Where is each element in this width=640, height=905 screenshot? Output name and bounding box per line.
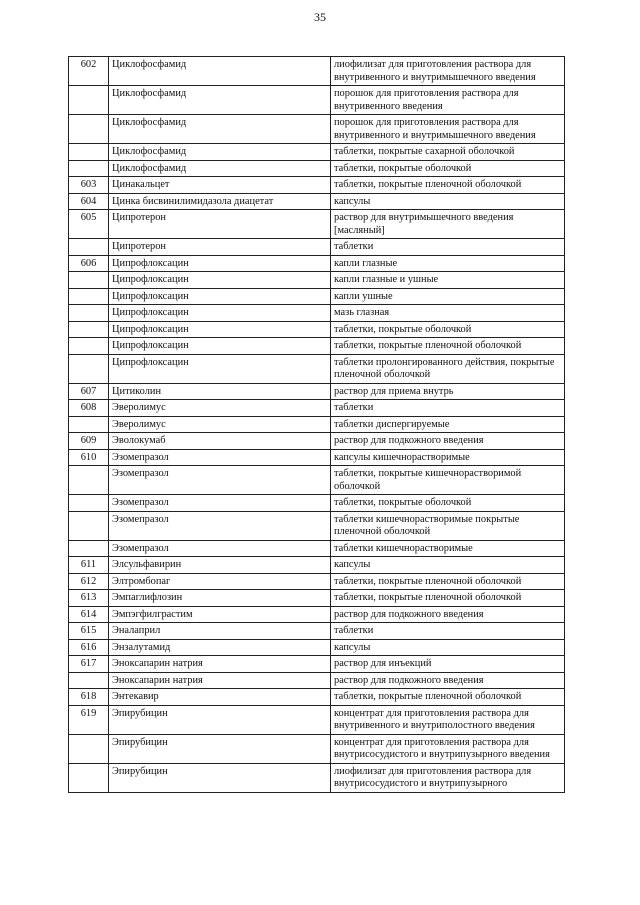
drug-name-cell: Ципрофлоксацин [109, 288, 331, 305]
dosage-form-cell: таблетки [331, 623, 565, 640]
row-number-cell [69, 354, 109, 383]
table-row [69, 639, 565, 656]
dosage-form-cell: порошок для приготовления раствора для внутривенного введения [331, 86, 565, 115]
drug-table [68, 56, 565, 793]
table-row [69, 400, 565, 417]
table-row [69, 383, 565, 400]
dosage-form-cell: капсулы [331, 193, 565, 210]
dosage-form-cell: лиофилизат для приготовления раствора для внутрисосудистого и внутрипузырного [331, 763, 565, 792]
drug-name-cell: Эзомепразол [109, 495, 331, 512]
row-number-cell: 611 [69, 557, 109, 574]
drug-name-cell: Эзомепразол [109, 466, 331, 495]
dosage-form-cell: таблетки пролонгированного действия, покрытые пленочной оболочкой [331, 354, 565, 383]
dosage-form-cell: таблетки, покрытые пленочной оболочкой [331, 177, 565, 194]
dosage-form-cell: таблетки, покрытые оболочкой [331, 495, 565, 512]
dosage-form-cell: таблетки, покрытые пленочной оболочкой [331, 338, 565, 355]
dosage-form-cell: таблетки, покрытые пленочной оболочкой [331, 573, 565, 590]
dosage-form-cell: таблетки [331, 400, 565, 417]
dosage-form-cell: капли глазные и ушные [331, 272, 565, 289]
drug-name-cell: Эзомепразол [109, 511, 331, 540]
drug-name-cell: Эпирубицин [109, 705, 331, 734]
row-number-cell: 617 [69, 656, 109, 673]
row-number-cell [69, 540, 109, 557]
row-number-cell [69, 239, 109, 256]
table-row [69, 321, 565, 338]
table-row [69, 623, 565, 640]
drug-name-cell: Элтромбопаг [109, 573, 331, 590]
table-row [69, 590, 565, 607]
row-number-cell [69, 495, 109, 512]
drug-name-cell: Эмпаглифлозин [109, 590, 331, 607]
dosage-form-cell: капсулы [331, 557, 565, 574]
table-row [69, 193, 565, 210]
row-number-cell [69, 305, 109, 322]
dosage-form-cell: капли ушные [331, 288, 565, 305]
drug-name-cell: Эмпэгфилграстим [109, 606, 331, 623]
row-number-cell: 614 [69, 606, 109, 623]
drug-name-cell: Циклофосфамид [109, 160, 331, 177]
row-number-cell: 608 [69, 400, 109, 417]
row-number-cell [69, 416, 109, 433]
table-row [69, 466, 565, 495]
row-number-cell: 609 [69, 433, 109, 450]
table-row [69, 272, 565, 289]
table-row [69, 57, 565, 86]
drug-name-cell: Эверолимус [109, 416, 331, 433]
dosage-form-cell: концентрат для приготовления раствора для внутривенного и внутриполостного введения [331, 705, 565, 734]
row-number-cell [69, 321, 109, 338]
dosage-form-cell: порошок для приготовления раствора для внутривенного и внутримышечного введения [331, 115, 565, 144]
table-row [69, 734, 565, 763]
dosage-form-cell: раствор для подкожного введения [331, 606, 565, 623]
table-row [69, 354, 565, 383]
row-number-cell: 602 [69, 57, 109, 86]
row-number-cell: 604 [69, 193, 109, 210]
row-number-cell: 612 [69, 573, 109, 590]
row-number-cell: 605 [69, 210, 109, 239]
drug-name-cell: Ципрофлоксацин [109, 255, 331, 272]
row-number-cell [69, 466, 109, 495]
row-number-cell [69, 86, 109, 115]
table-row [69, 672, 565, 689]
dosage-form-cell: капсулы [331, 639, 565, 656]
dosage-form-cell: концентрат для приготовления раствора для внутрисосудистого и внутрипузырного введения [331, 734, 565, 763]
dosage-form-cell: таблетки кишечнорастворимые покрытые пленочной оболочкой [331, 511, 565, 540]
row-number-cell [69, 288, 109, 305]
row-number-cell [69, 763, 109, 792]
dosage-form-cell: таблетки, покрытые кишечнорастворимой оболочкой [331, 466, 565, 495]
table-row [69, 433, 565, 450]
drug-name-cell: Ципротерон [109, 210, 331, 239]
dosage-form-cell: таблетки, покрытые оболочкой [331, 160, 565, 177]
table-row [69, 689, 565, 706]
dosage-form-cell: раствор для подкожного введения [331, 672, 565, 689]
table-row [69, 540, 565, 557]
table-row [69, 210, 565, 239]
drug-name-cell: Эноксапарин натрия [109, 656, 331, 673]
table-row [69, 573, 565, 590]
dosage-form-cell: капли глазные [331, 255, 565, 272]
dosage-form-cell: таблетки кишечнорастворимые [331, 540, 565, 557]
row-number-cell [69, 734, 109, 763]
row-number-cell: 613 [69, 590, 109, 607]
row-number-cell [69, 511, 109, 540]
drug-name-cell: Эволокумаб [109, 433, 331, 450]
drug-name-cell: Энзалутамид [109, 639, 331, 656]
table-row [69, 288, 565, 305]
table-row [69, 557, 565, 574]
table-row [69, 705, 565, 734]
table-row [69, 449, 565, 466]
dosage-form-cell: таблетки, покрытые пленочной оболочкой [331, 590, 565, 607]
table-row [69, 656, 565, 673]
drug-name-cell: Эверолимус [109, 400, 331, 417]
row-number-cell [69, 115, 109, 144]
table-row [69, 763, 565, 792]
drug-name-cell: Цитиколин [109, 383, 331, 400]
table-row [69, 495, 565, 512]
drug-name-cell: Цинакальцет [109, 177, 331, 194]
row-number-cell [69, 272, 109, 289]
table-row [69, 416, 565, 433]
drug-name-cell: Ципротерон [109, 239, 331, 256]
dosage-form-cell: раствор для подкожного введения [331, 433, 565, 450]
row-number-cell: 616 [69, 639, 109, 656]
row-number-cell [69, 672, 109, 689]
row-number-cell: 607 [69, 383, 109, 400]
row-number-cell: 615 [69, 623, 109, 640]
drug-name-cell: Циклофосфамид [109, 57, 331, 86]
drug-name-cell: Циклофосфамид [109, 115, 331, 144]
drug-name-cell: Эпирубицин [109, 763, 331, 792]
row-number-cell: 618 [69, 689, 109, 706]
table-row [69, 305, 565, 322]
row-number-cell [69, 338, 109, 355]
table-body [69, 57, 565, 793]
dosage-form-cell: лиофилизат для приготовления раствора для внутривенного и внутримышечного введения [331, 57, 565, 86]
table-row [69, 160, 565, 177]
drug-name-cell: Циклофосфамид [109, 86, 331, 115]
drug-name-cell: Ципрофлоксацин [109, 321, 331, 338]
dosage-form-cell: таблетки [331, 239, 565, 256]
row-number-cell [69, 160, 109, 177]
drug-name-cell: Ципрофлоксацин [109, 354, 331, 383]
drug-name-cell: Эноксапарин натрия [109, 672, 331, 689]
drug-name-cell: Энтекавир [109, 689, 331, 706]
dosage-form-cell: таблетки диспергируемые [331, 416, 565, 433]
dosage-form-cell: таблетки, покрытые пленочной оболочкой [331, 689, 565, 706]
drug-name-cell: Элсульфавирин [109, 557, 331, 574]
table-row [69, 511, 565, 540]
drug-name-cell: Эналаприл [109, 623, 331, 640]
drug-name-cell: Эпирубицин [109, 734, 331, 763]
dosage-form-cell: мазь глазная [331, 305, 565, 322]
row-number-cell: 603 [69, 177, 109, 194]
row-number-cell: 606 [69, 255, 109, 272]
drug-name-cell: Эзомепразол [109, 449, 331, 466]
row-number-cell [69, 144, 109, 161]
drug-name-cell: Ципрофлоксацин [109, 305, 331, 322]
page-number: 35 [314, 10, 326, 24]
table-row [69, 115, 565, 144]
drug-name-cell: Ципрофлоксацин [109, 272, 331, 289]
drug-name-cell: Ципрофлоксацин [109, 338, 331, 355]
table-row [69, 177, 565, 194]
row-number-cell: 619 [69, 705, 109, 734]
drug-name-cell: Цинка бисвинилимидазола диацетат [109, 193, 331, 210]
dosage-form-cell: раствор для инъекций [331, 656, 565, 673]
dosage-form-cell: раствор для внутримышечного введения [масляный] [331, 210, 565, 239]
dosage-form-cell: раствор для приема внутрь [331, 383, 565, 400]
drug-name-cell: Циклофосфамид [109, 144, 331, 161]
row-number-cell: 610 [69, 449, 109, 466]
table-row [69, 255, 565, 272]
table-row [69, 239, 565, 256]
dosage-form-cell: капсулы кишечнорастворимые [331, 449, 565, 466]
table-row [69, 144, 565, 161]
table-row [69, 606, 565, 623]
table-row [69, 338, 565, 355]
table-row [69, 86, 565, 115]
dosage-form-cell: таблетки, покрытые оболочкой [331, 321, 565, 338]
dosage-form-cell: таблетки, покрытые сахарной оболочкой [331, 144, 565, 161]
drug-name-cell: Эзомепразол [109, 540, 331, 557]
